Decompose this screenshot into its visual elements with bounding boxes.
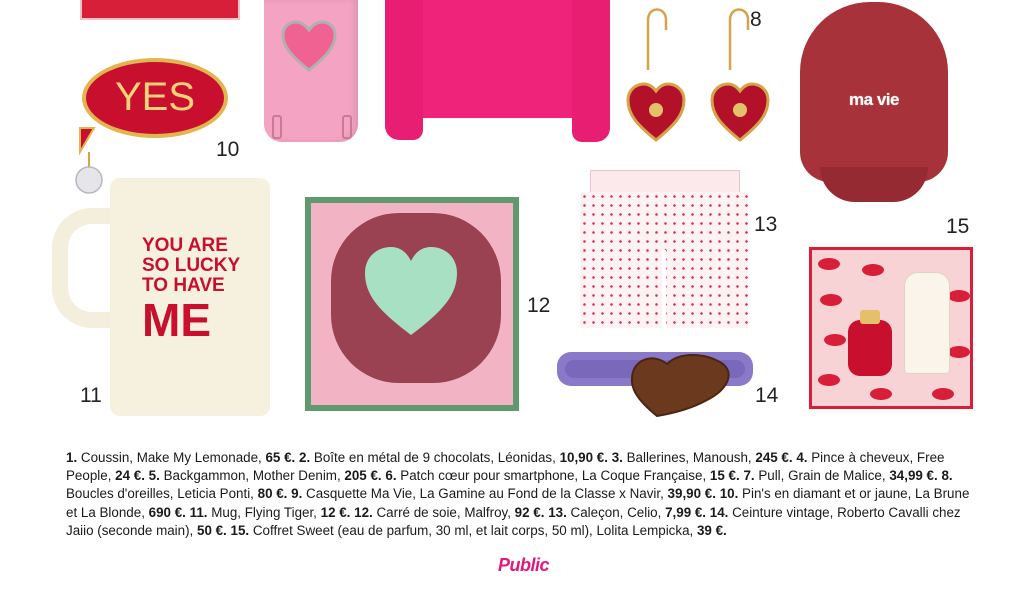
caption-price: 10,90 €. — [559, 450, 608, 465]
lotion-tube — [904, 272, 950, 374]
caption-price: 80 €. — [257, 486, 288, 502]
caption-number: 13. — [548, 504, 567, 520]
caption-price: 690 €. — [148, 504, 186, 520]
caption-price: 12 €. — [320, 504, 351, 520]
caption-number: 5. — [148, 468, 160, 484]
caption-number: 2. — [299, 450, 311, 465]
caption-number: 6. — [385, 468, 397, 484]
strap-loop — [342, 115, 352, 139]
caption-price: 65 €. — [265, 450, 296, 465]
mug — [44, 178, 274, 418]
caption-text: Coussin, Make My Lemonade, — [77, 450, 266, 465]
caption-price: 15 €. — [709, 468, 740, 484]
scarf-heart-icon — [361, 243, 461, 339]
item-number-13: 13 — [754, 213, 778, 236]
caption-number: 8. — [941, 468, 953, 484]
caption-number: 4. — [796, 450, 808, 465]
caption-entry — [354, 505, 544, 520]
item-number-14: 14 — [755, 384, 779, 407]
caption-number: 1. — [66, 450, 78, 465]
caption-text: Ceinture vintage, Roberto Cavalli chez Jaiio (seconde main), — [66, 504, 961, 538]
caption-text: Coffret Sweet (eau de parfum, 30 ml, et lait corps, 50 ml), Lolita Lempicka, — [249, 522, 697, 538]
caption-number: 9. — [291, 486, 303, 502]
item-number-11: 11 — [80, 384, 102, 407]
caption-entry — [149, 468, 382, 483]
caption-number: 15. — [230, 522, 250, 538]
caption-number: 14. — [709, 504, 729, 520]
silk-scarf — [305, 197, 519, 411]
caption-price: 39 €. — [696, 522, 727, 538]
caption-text: Boîte en métal de 9 chocolats, Léonidas, — [310, 450, 560, 465]
caption-entry — [548, 505, 706, 520]
caption-entry — [291, 486, 716, 501]
caption-entry — [385, 468, 739, 483]
heart-patch-icon — [281, 20, 337, 72]
caption-text: Boucles d'oreilles, Leticia Ponti, — [66, 486, 258, 502]
pin-text: YES — [114, 75, 196, 119]
item-number-8: 8 — [750, 8, 762, 31]
caption-text: Pull, Grain de Malice, — [754, 468, 890, 484]
caption-text: Caleçon, Celio, — [566, 504, 666, 520]
belt-heart-buckle-icon — [627, 350, 737, 420]
brand-logo: Public — [498, 555, 550, 575]
caption-price: 39,90 €. — [667, 486, 716, 502]
caption-price: 24 €. — [115, 468, 145, 484]
product-caption — [66, 449, 978, 540]
caption-entry — [190, 505, 351, 520]
purple-belt — [557, 350, 753, 420]
strap-loop — [272, 115, 282, 139]
cap-logo-text: ma vie — [849, 90, 899, 109]
item-number-10: 10 — [216, 138, 240, 161]
caption-price: 50 €. — [197, 522, 227, 538]
mug-text: YOU ARE SO LUCKY TO HAVE ME — [142, 235, 241, 346]
pink-sweater — [385, 0, 610, 142]
caption-number: 7. — [743, 468, 755, 484]
caption-price: 205 €. — [344, 468, 382, 484]
ma-vie-cap — [800, 2, 948, 202]
caption-entry — [231, 523, 727, 538]
boxer-shorts — [580, 170, 748, 330]
caption-text: Pince à cheveux, Free People, — [66, 450, 945, 484]
caption-text: Casquette Ma Vie, La Gamine au Fond de la Classe x Navir, — [302, 486, 668, 502]
item-number-15: 15 — [946, 215, 970, 238]
caption-text: Mug, Flying Tiger, — [207, 504, 321, 520]
caption-price: 34,99 €. — [889, 468, 938, 484]
box-partial — [80, 0, 240, 20]
caption-price: 245 €. — [755, 450, 793, 465]
item-number-12: 12 — [527, 294, 551, 317]
caption-number: 11. — [189, 504, 208, 520]
caption-entry — [299, 450, 608, 465]
caption-price: 7,99 €. — [665, 504, 707, 520]
caption-entry — [66, 450, 295, 465]
caption-entry — [743, 468, 937, 483]
caption-number: 12. — [354, 504, 373, 520]
caption-text: Pin's en diamant et or jaune, La Brune et La Blonde, — [66, 486, 970, 520]
caption-number: 3. — [611, 450, 623, 465]
caption-text: Ballerines, Manoush, — [622, 450, 756, 465]
perfume-box — [809, 247, 973, 409]
caption-text: Patch cœur pour smartphone, La Coque Française, — [396, 468, 710, 484]
caption-price: 92 €. — [514, 504, 545, 520]
caption-entry — [612, 450, 793, 465]
caption-number: 10. — [719, 486, 739, 502]
caption-text: Carré de soie, Malfroy, — [372, 504, 515, 520]
phone-case — [264, 0, 358, 142]
perfume-bottle — [848, 320, 892, 376]
caption-text: Backgammon, Mother Denim, — [159, 468, 345, 484]
